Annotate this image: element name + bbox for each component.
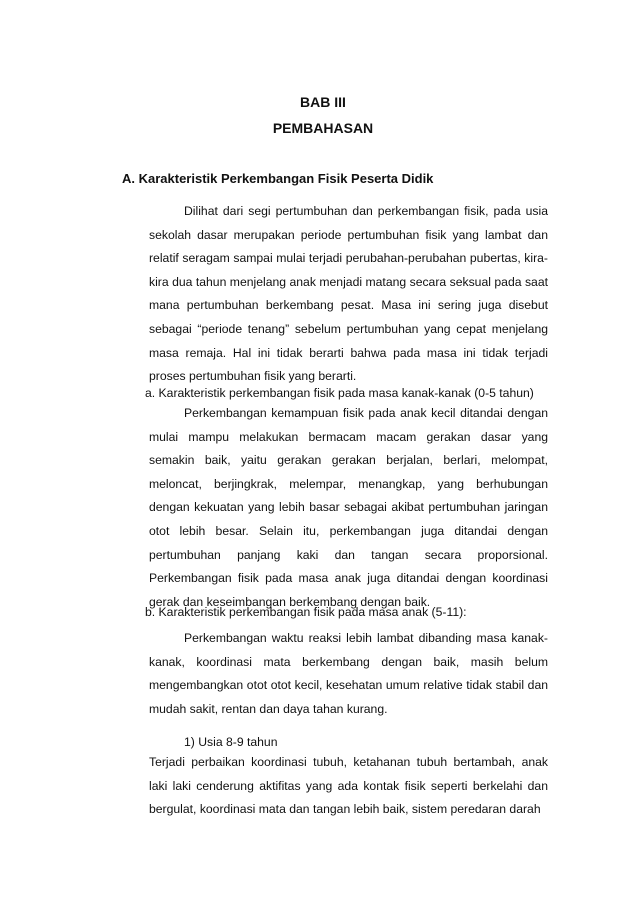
item-1-paragraph: Terjadi perbaikan koordinasi tubuh, ketahanan tubuh bertambah, anak laki laki cenderung aktifitas yang ada kontak fisik seperti berkelahi dan bergulat, koordinasi mata dan tangan lebih baik, sistem peredaran darah [149,755,548,817]
chapter-title: PEMBAHASAN [272,120,374,136]
item-1-heading: 1) Usia 8-9 tahun [184,735,278,749]
subsection-b-paragraph: Perkembangan waktu reaksi lebih lambat dibanding masa kanak-kanak, koordinasi mata berkembang dengan baik, masih belum mengembangkan otot otot kecil, kesehatan umum relative tidak stabil dan mudah sakit, rentan dan daya tahan kurang. [149,631,548,716]
section-a-heading: A. Karakteristik Perkembangan Fisik Peserta Didik [122,171,434,186]
section-a-paragraph: Dilihat dari segi pertumbuhan dan perkembangan fisik, pada usia sekolah dasar merupakan periode pertumbuhan fisik yang lambat dan relatif seragam sampai mulai terjadi perubahan-perubahan pubertas, kira-kira dua tahun menjelang anak menjadi matang secara seksual pada saat mana pertumbuhan berkembang pesat. Masa ini sering juga disebut sebagai “periode tenang” sebelum pertumbuhan yang cepat menjelang masa remaja. Hal ini tidak berarti bahwa pada masa ini tidak terjadi proses pertumbuhan fisik yang berarti. [149,204,548,384]
subsection-a-heading: a. Karakteristik perkembangan fisik pada masa kanak-kanak (0-5 tahun) [145,386,534,400]
subsection-b-heading: b. Karakteristik perkembangan fisik pada masa anak (5-11): [145,605,467,619]
subsection-a-paragraph: Perkembangan kemampuan fisik pada anak kecil ditandai dengan mulai mampu melakukan bermacam macam gerakan dasar yang semakin baik, yaitu gerakan gerakan berjalan, berlari, melompat, meloncat, berjingkrak, melempar, menangkap, yang berhubungan dengan kekuatan yang lebih basar sebagai akibat pertumbuhan jaringan otot lebih besar. Selain itu, perkembangan juga ditandai dengan pertumbuhan panjang kaki dan tangan secara proporsional. Perkembangan fisik pada masa anak juga ditandai dengan koordinasi gerak dan keseimbangan berkembang dengan baik. [149,406,548,609]
chapter-number: BAB III [300,94,346,110]
